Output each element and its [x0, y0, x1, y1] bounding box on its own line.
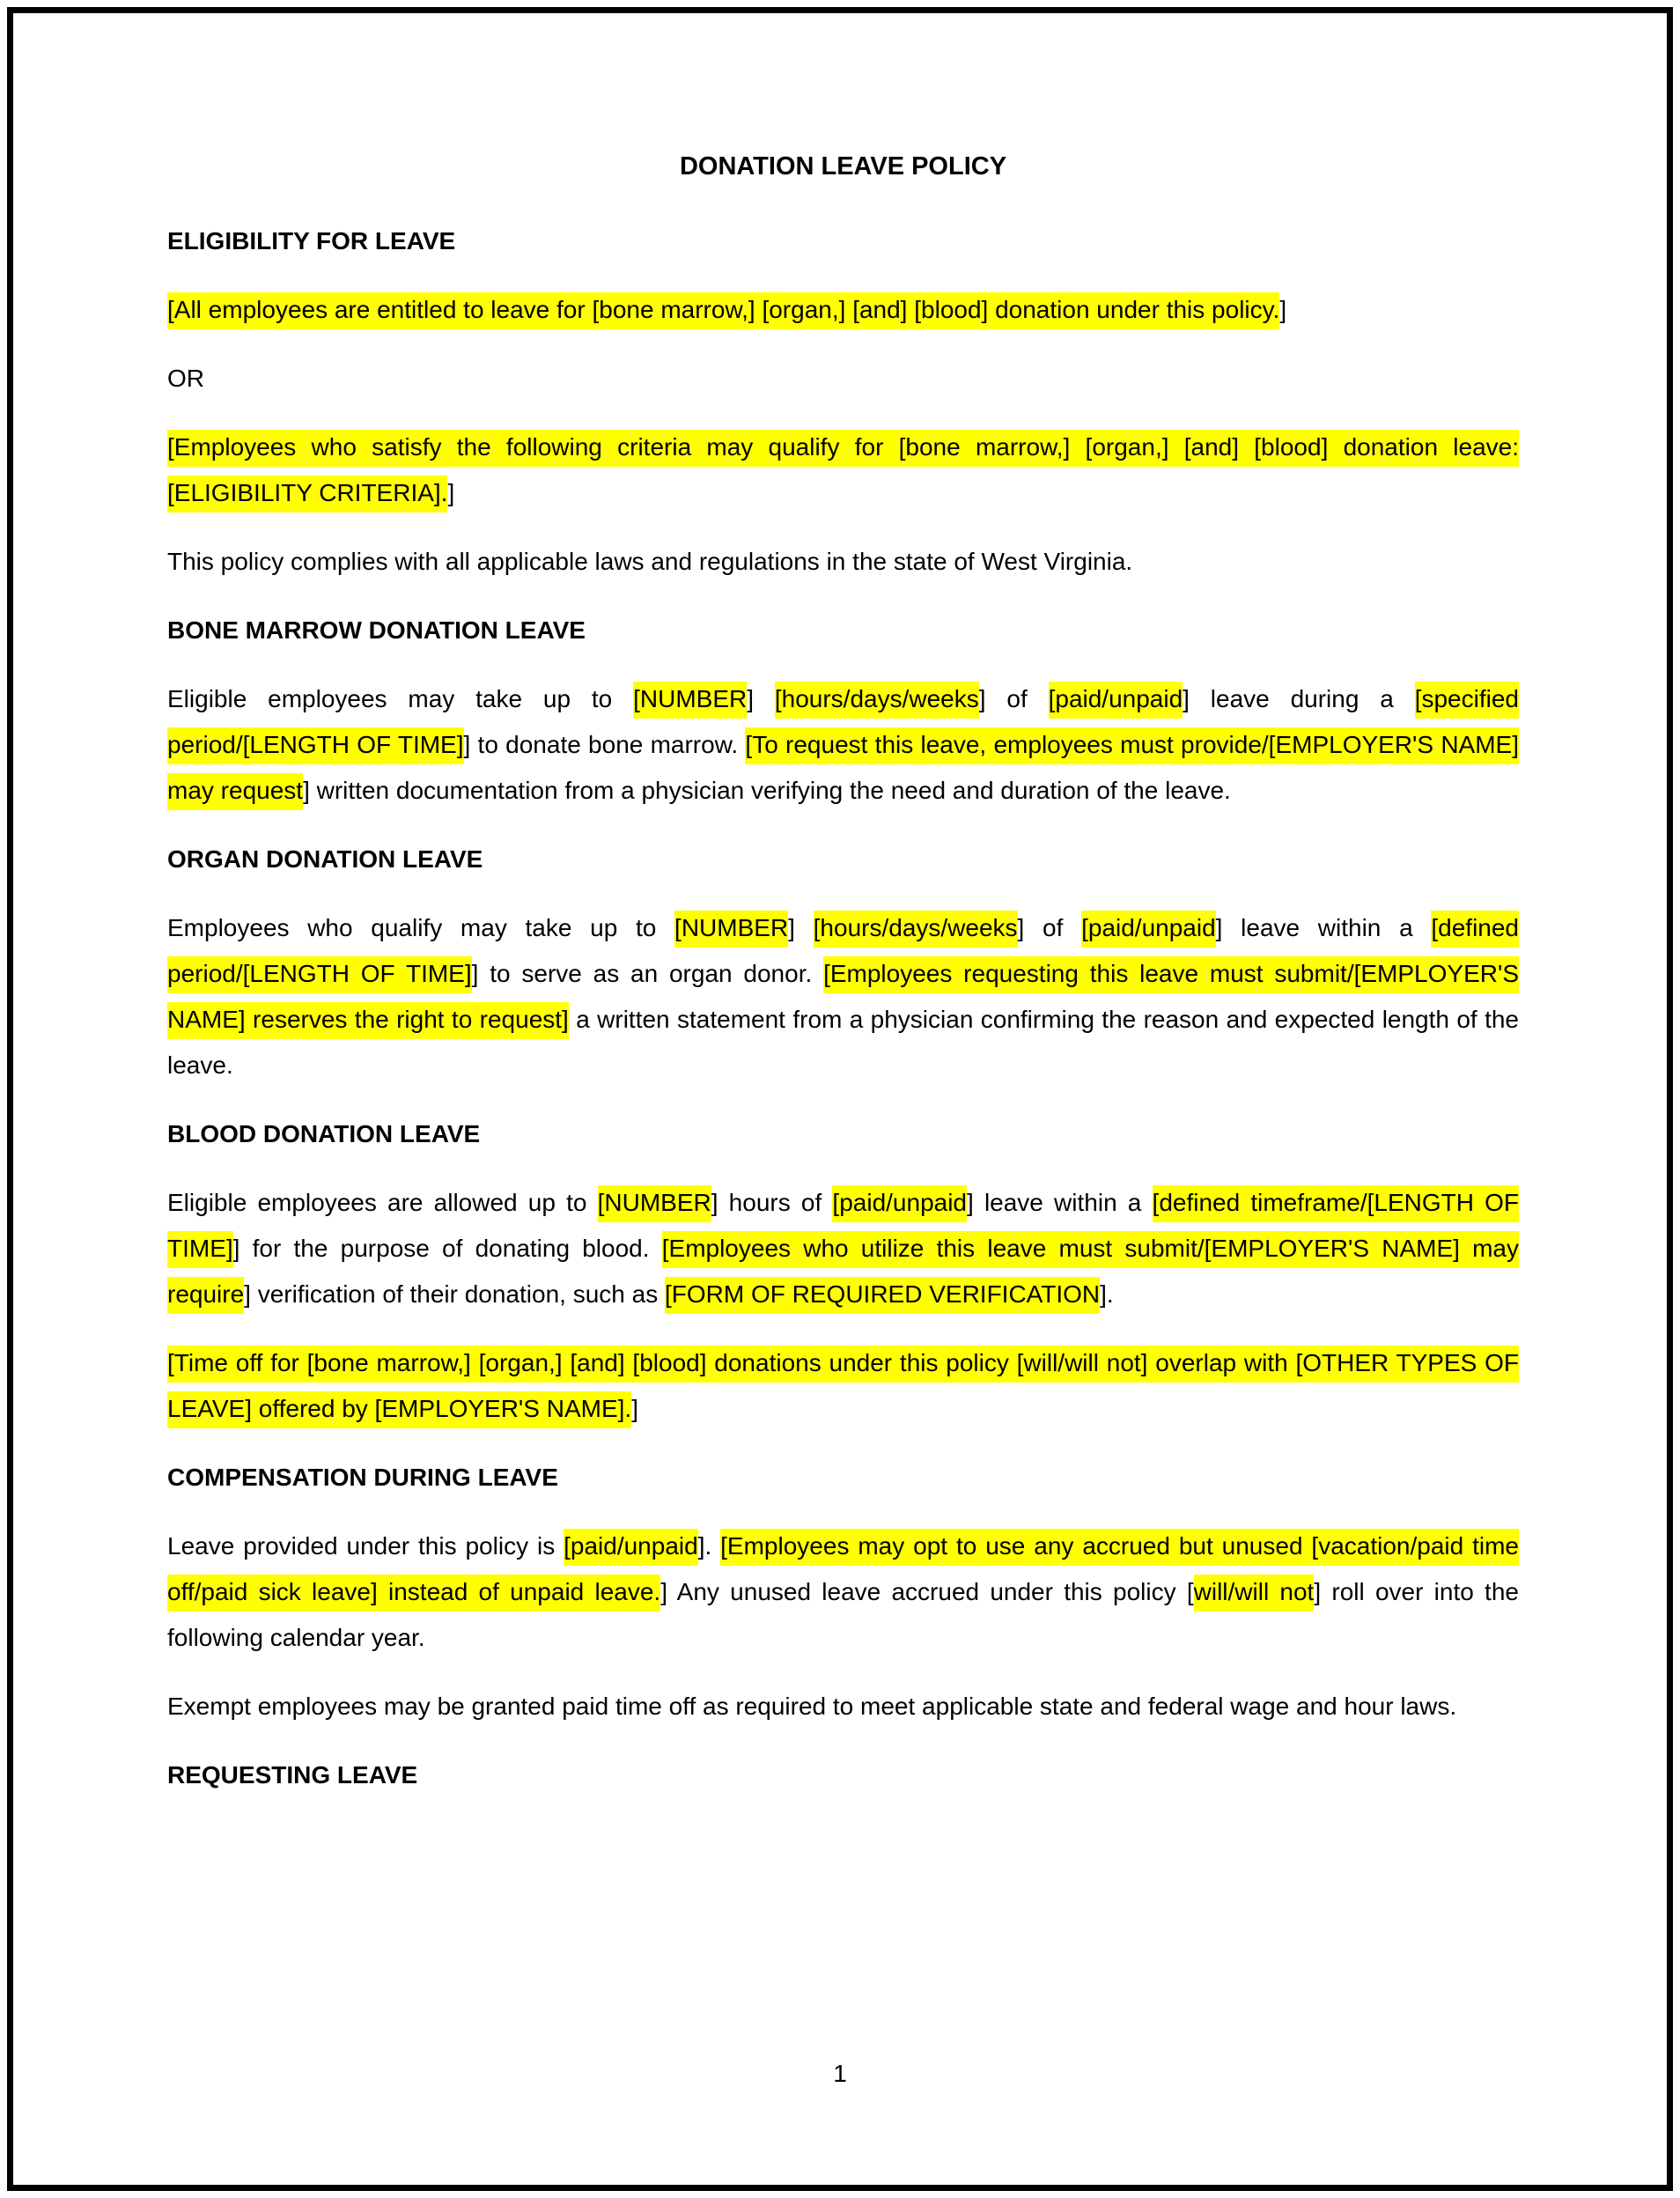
highlighted-text: [paid/unpaid	[1081, 911, 1216, 948]
document-body	[167, 218, 1519, 1798]
highlighted-text: [defined period/[LENGTH OF TIME]	[167, 911, 1519, 993]
text-run: ] of	[1017, 914, 1082, 941]
section-heading: REQUESTING LEAVE	[167, 1761, 418, 1789]
highlighted-text: [Employees who satisfy the following criteria may qualify for [bone marrow,] [organ,] [and] [blood] donation leave: [ELIGIBILITY CRITERIA].	[167, 430, 1519, 513]
section-heading: ORGAN DONATION LEAVE	[167, 845, 483, 873]
text-run: Exempt employees may be granted paid time off as required to meet applicable state and federal wage and hour laws.	[167, 1693, 1457, 1720]
highlighted-text: [Employees requesting this leave must submit/[EMPLOYER'S NAME] reserves the right to request]	[167, 956, 1519, 1039]
document-title: DONATION LEAVE POLICY	[679, 152, 1007, 181]
highlighted-text: [NUMBER	[598, 1185, 711, 1222]
highlighted-text: [To request this leave, employees must provide/[EMPLOYER'S NAME] may request	[167, 727, 1519, 810]
text-run: ]	[631, 1395, 638, 1422]
highlighted-text: [defined timeframe/[LENGTH OF TIME]	[167, 1185, 1519, 1268]
highlighted-text: [NUMBER	[633, 682, 747, 719]
highlighted-text: [specified period/[LENGTH OF TIME]	[167, 682, 1519, 764]
text-run: ] Any unused leave accrued under this policy [	[660, 1578, 1194, 1605]
paragraph	[167, 539, 1519, 585]
highlighted-text: [paid/unpaid	[564, 1529, 698, 1566]
paragraph	[167, 356, 1519, 402]
text-run: ] hours of	[711, 1189, 833, 1216]
paragraph	[167, 676, 1519, 814]
paragraph	[167, 1684, 1519, 1730]
text-run: a written statement from a physician confirming the reason and expected length of the leave.	[167, 1006, 1520, 1079]
paragraph	[167, 1523, 1519, 1661]
section-heading: ELIGIBILITY FOR LEAVE	[167, 227, 456, 254]
text-run: ] written documentation from a physician verifying the need and duration of the leave.	[303, 777, 1231, 804]
text-run: This policy complies with all applicable laws and regulations in the state of West Virginia.	[167, 548, 1133, 575]
text-run: ] leave within a	[1215, 914, 1432, 941]
highlighted-text: [FORM OF REQUIRED VERIFICATION	[665, 1277, 1100, 1314]
section-heading: BLOOD DONATION LEAVE	[167, 1120, 481, 1147]
text-run: Employees who qualify may take up to	[167, 914, 675, 941]
paragraph	[167, 905, 1519, 1088]
section-heading: BONE MARROW DONATION LEAVE	[167, 616, 586, 644]
text-run: ] for the purpose of donating blood.	[232, 1235, 662, 1262]
paragraph	[167, 1340, 1519, 1432]
paragraph	[167, 1180, 1519, 1317]
text-run: ] roll over into the following calendar year.	[167, 1578, 1519, 1651]
text-run: ]	[447, 479, 455, 506]
page-number: 1	[833, 2060, 847, 2087]
highlighted-text: [hours/days/weeks	[775, 682, 979, 719]
text-run: ] to donate bone marrow.	[463, 731, 746, 758]
text-run: Leave provided under this policy is	[167, 1532, 564, 1560]
text-run: ].	[1100, 1280, 1114, 1308]
text-run: ]	[1279, 296, 1287, 323]
text-run: ] to serve as an organ donor.	[471, 960, 824, 987]
text-run: ]	[747, 685, 775, 712]
highlighted-text: [paid/unpaid	[1049, 682, 1183, 719]
text-run: ] verification of their donation, such as	[244, 1280, 665, 1308]
text-run: ] leave within a	[967, 1189, 1153, 1216]
highlighted-text: [Employees who utilize this leave must submit/[EMPLOYER'S NAME] may require	[167, 1231, 1519, 1314]
highlighted-text: will/will not	[1194, 1575, 1315, 1612]
highlighted-text: [Time off for [bone marrow,] [organ,] [and] [blood] donations under this policy [will/will not] overlap with [OTHER TYPES OF LEAVE] offered by [EMPLOYER'S NAME].	[167, 1346, 1519, 1428]
highlighted-text: [All employees are entitled to leave for [bone marrow,] [organ,] [and] [blood] donation under this policy.	[167, 292, 1279, 329]
highlighted-text: [Employees may opt to use any accrued but unused [vacation/paid time off/paid sick leave] instead of unpaid leave.	[167, 1529, 1519, 1612]
text-run: ]	[788, 914, 814, 941]
section-heading: COMPENSATION DURING LEAVE	[167, 1464, 558, 1491]
highlighted-text: [NUMBER	[674, 911, 788, 948]
text-run: ] of	[978, 685, 1049, 712]
text-run: ].	[697, 1532, 721, 1560]
paragraph	[167, 424, 1519, 516]
document-content	[167, 144, 1519, 1821]
text-run: Eligible employees are allowed up to	[167, 1189, 598, 1216]
text-run: Eligible employees may take up to	[167, 685, 634, 712]
paragraph	[167, 287, 1519, 333]
highlighted-text: [paid/unpaid	[832, 1185, 967, 1222]
text-run: ] leave during a	[1183, 685, 1415, 712]
highlighted-text: [hours/days/weeks	[814, 911, 1018, 948]
text-run: OR	[167, 365, 204, 392]
